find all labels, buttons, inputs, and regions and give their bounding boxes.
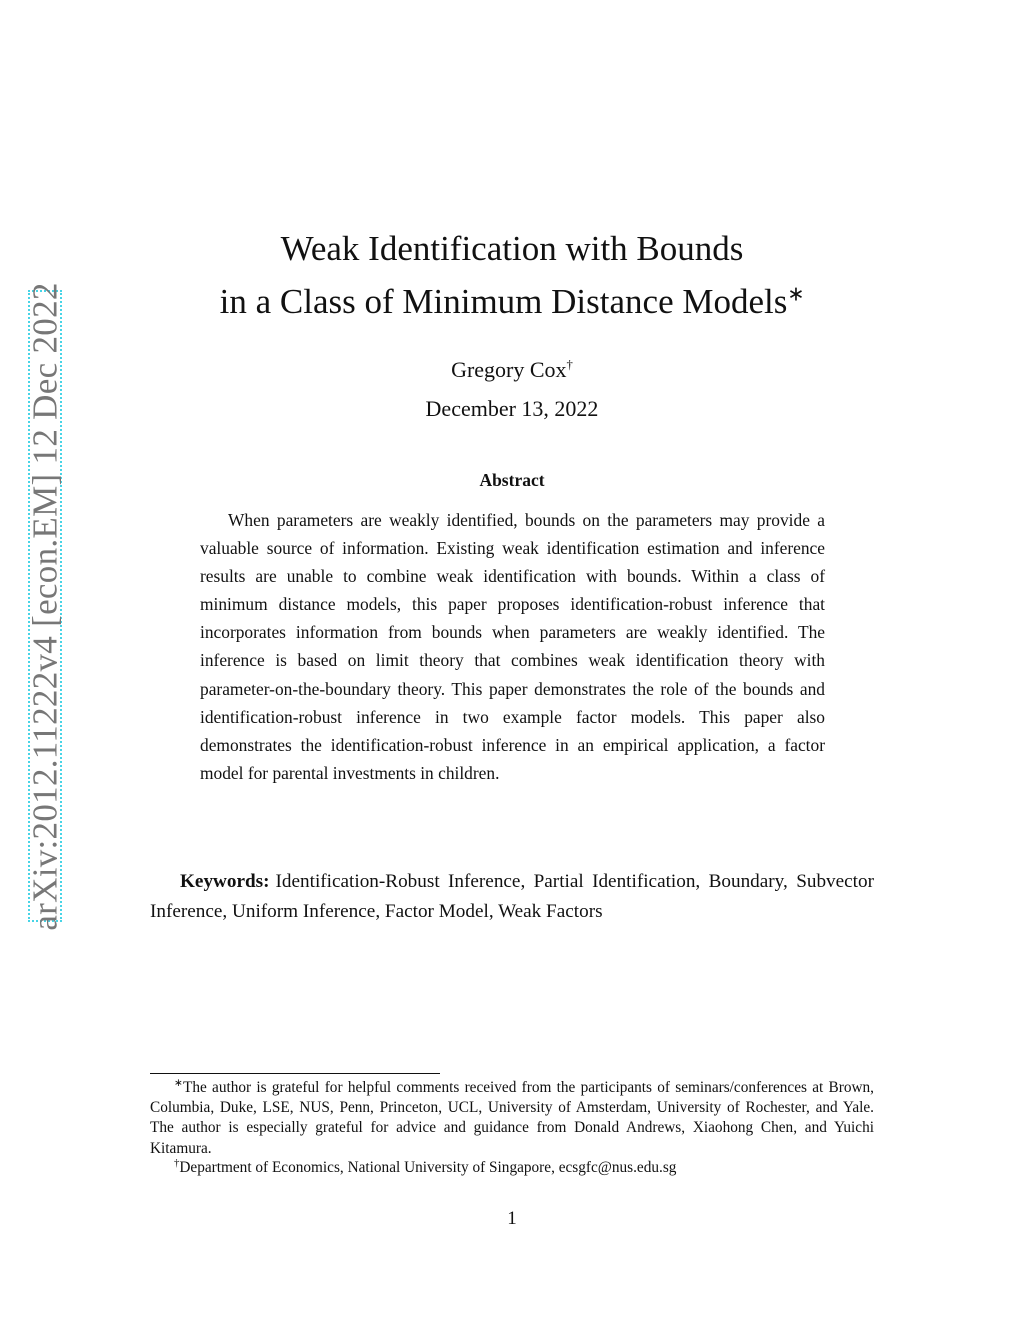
keywords — [150, 867, 874, 927]
paper-title-line-2: in a Class of Minimum Distance Models∗ — [219, 282, 805, 321]
author-footnote-marker: † — [566, 357, 573, 372]
keywords-text: Identification-Robust Inference, Partial Identification, Boundary, Subvector Inference, Uniform Inference, Factor Model, Weak Factors — [150, 871, 874, 922]
title-footnote-marker: ∗ — [787, 283, 805, 306]
footnote-divider — [150, 1073, 440, 1074]
arxiv-stamp — [25, 281, 65, 931]
footnote-marker: ∗ — [174, 1076, 183, 1089]
footnote-marker: † — [174, 1156, 180, 1169]
keywords-label: Keywords: — [180, 871, 270, 892]
author-name: Gregory Cox† — [451, 357, 573, 382]
footnote-affiliation: †Department of Economics, National University of Singapore, ecsgfc@nus.edu.sg — [174, 1156, 677, 1176]
page-number: 1 — [507, 1208, 517, 1229]
arxiv-identifier: arXiv:2012.11222v4 [econ.EM] 12 Dec 2022 — [25, 281, 65, 931]
paper-title-line-1: Weak Identification with Bounds — [280, 229, 744, 268]
footnote-acknowledgements: ∗The author is grateful for helpful comments received from the participants of seminars/conferences at Brown, Columbia, Duke, LSE, NUS, Penn, Princeton, UCL, University of Amsterdam, University of Rochester, and Yale. The author is especially grateful for advice and guidance from Donald Andrews, Xiaohong Chen, and Yuichi Kitamura. — [150, 1076, 874, 1157]
abstract-heading: Abstract — [479, 470, 545, 490]
abstract-text: When parameters are weakly identified, bounds on the parameters may provide a valuable source of information. Existing weak identification estimation and inference results are unable to combine weak identification with bounds. Within a class of minimum distance models, this paper proposes identification-robust inference that incorporates information from bounds when parameters are weakly identified. The inference is based on limit theory that combines weak identification theory with parameter-on-the-boundary theory. This paper demonstrates the role of the bounds and identification-robust inference in two example factor models. This paper also demonstrates the identification-robust inference in an empirical application, a factor model for parental investments in children. — [200, 510, 825, 783]
publication-date: December 13, 2022 — [425, 396, 599, 421]
